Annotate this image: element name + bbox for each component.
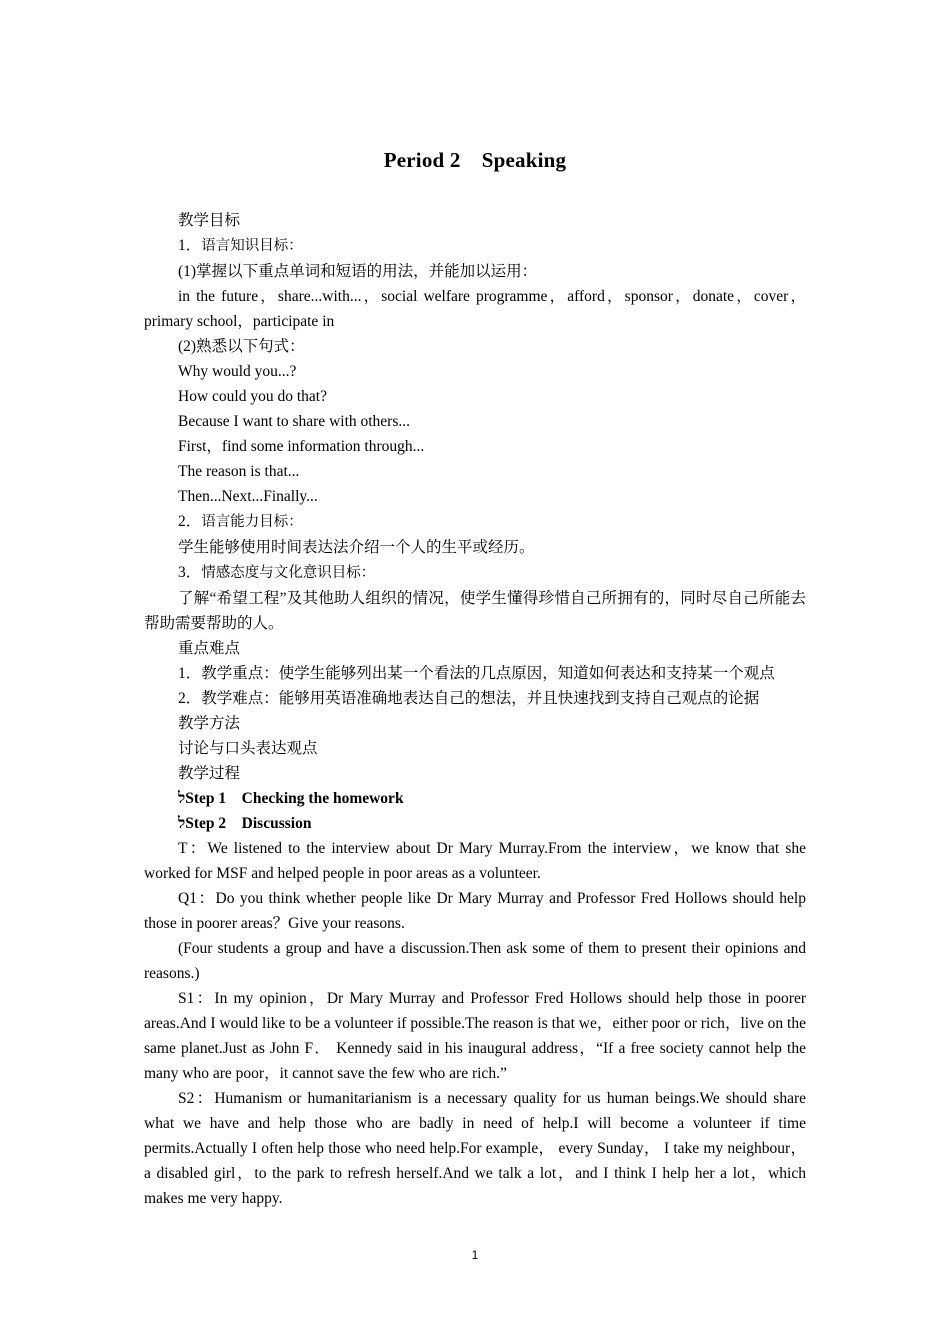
student-2-paragraph: S2：Humanism or humanitarianism is a necessary quality for us human beings.We should share what we have and help those who are badly in need of help.I will become a volunteer if time permits.Actually I often help those who need help.For example， every Sunday， I take my neighbour，a disabled girl，to the park to refresh herself.And we talk a lot，and I think I help her a lot，which makes me very happy. xyxy=(144,1090,806,1207)
objective-1-number: 1． xyxy=(178,237,202,254)
objective-3-number: 3． xyxy=(178,564,202,581)
process-heading: 教学过程 xyxy=(178,765,241,782)
pattern-line: Why would you...? xyxy=(178,363,297,380)
step-2-heading xyxy=(144,811,806,836)
group-instruction-paragraph: (Four students a group and have a discussion.Then ask some of them to present their opinions and reasons.) xyxy=(144,940,806,982)
objective-3-heading xyxy=(144,560,806,586)
objectives-heading: 教学目标 xyxy=(178,212,241,229)
step-marker: ל xyxy=(178,790,186,807)
step-marker: ל xyxy=(178,815,186,832)
document-body xyxy=(144,208,806,1211)
objective-2-text: 学生能够使用时间表达法介绍一个人的生平或经历。 xyxy=(178,539,535,556)
objective-1-heading xyxy=(144,233,806,259)
question-1-paragraph: Q1：Do you think whether people like Dr Mary Murray and Professor Fred Hollows should help those in poorer areas？Give your reasons. xyxy=(144,890,806,932)
teacher-paragraph: T：We listened to the interview about Dr Mary Murray.From the interview，we know that she worked for MSF and helped people in poor areas as a volunteer. xyxy=(144,840,806,882)
step-1-label: Step 1 Checking the homework xyxy=(185,790,404,807)
pattern-line: How could you do that? xyxy=(178,388,327,405)
student-1-paragraph: S1：In my opinion，Dr Mary Murray and Professor Fred Hollows should help those in poorer areas.And I would like to be a volunteer if possible.The reason is that we，either poor or rich，live on the same planet.Just as John F． Kennedy said in his inaugural address，“If a free society cannot help the many who are poor，it cannot save the few who are rich.” xyxy=(144,990,806,1082)
objective-2-label: 语言能力目标： xyxy=(201,514,303,530)
objective-2-number: 2． xyxy=(178,513,202,530)
objective-1-sub-2: (2)熟悉以下句式： xyxy=(178,338,305,355)
key-points-heading: 重点难点 xyxy=(178,640,241,657)
pattern-line: Because I want to share with others... xyxy=(178,413,411,430)
objective-3-label: 情感态度与文化意识目标： xyxy=(201,565,376,581)
page-number: 1 xyxy=(471,1248,479,1262)
key-point-1: 1．教学重点：使学生能够列出某一个看法的几点原因，知道如何表达和支持某一个观点 xyxy=(178,665,775,682)
step-2-label: Step 2 Discussion xyxy=(185,815,312,832)
key-point-2: 2．教学难点：能够用英语准确地表达自己的想法，并且快速找到支持自己观点的论据 xyxy=(178,690,760,707)
pattern-line: First，find some information through... xyxy=(178,438,425,455)
pattern-line: The reason is that... xyxy=(178,463,300,480)
method-text: 讨论与口头表达观点 xyxy=(178,740,318,757)
method-heading: 教学方法 xyxy=(178,715,241,732)
objective-1-sub-1: (1)掌握以下重点单词和短语的用法，并能加以运用： xyxy=(178,263,538,280)
objective-1-words: in the future，share...with...，social welfare programme，afford，sponsor，donate，cover，primary school，participate in xyxy=(144,288,806,330)
objective-3-text: 了解“希望工程”及其他助人组织的情况，使学生懂得珍惜自己所拥有的，同时尽自己所能去帮助需要帮助的人。 xyxy=(144,590,806,632)
document-title: Period 2 Speaking xyxy=(383,148,567,172)
step-1-heading xyxy=(144,786,806,811)
objective-1-label: 语言知识目标： xyxy=(201,238,303,254)
objective-2-heading xyxy=(144,509,806,535)
pattern-line: Then...Next...Finally... xyxy=(178,488,318,505)
